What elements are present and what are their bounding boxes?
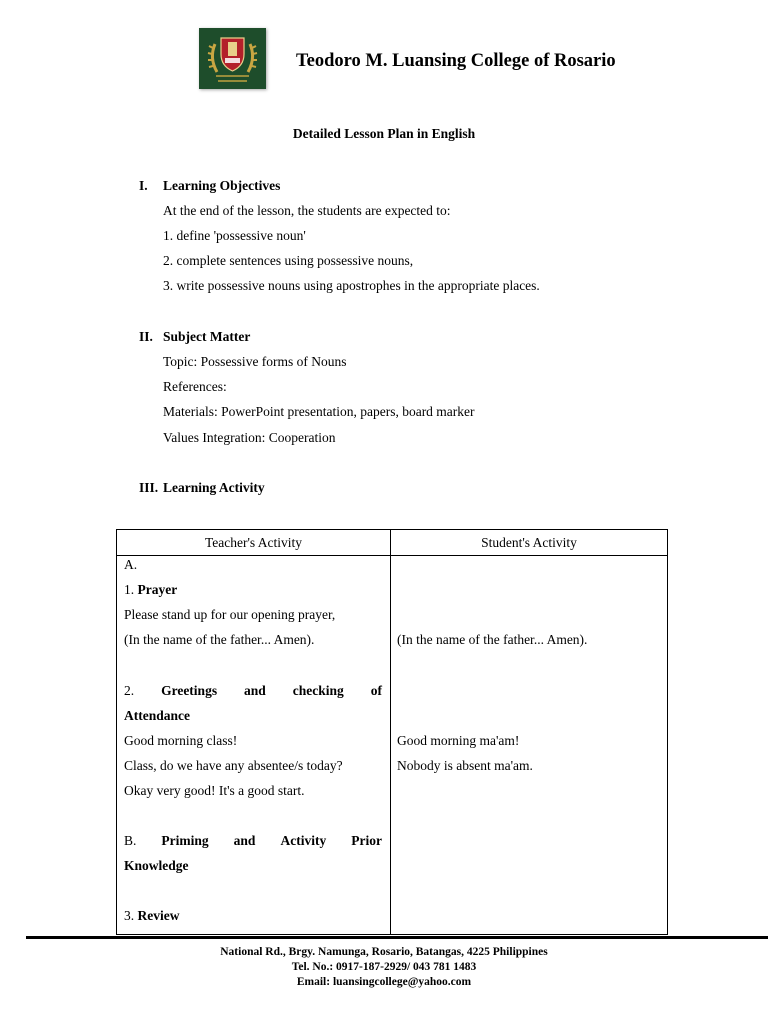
teacher-line: (In the name of the father... Amen). bbox=[124, 632, 315, 647]
prayer-title: Prayer bbox=[137, 582, 178, 597]
section-number: I. bbox=[139, 178, 148, 193]
priming-word: and bbox=[233, 833, 256, 848]
priming-word: Priming bbox=[161, 833, 209, 848]
subject-materials: Materials: PowerPoint presentation, papers, board marker bbox=[163, 404, 475, 419]
priming-label: B. bbox=[124, 833, 137, 848]
college-logo bbox=[199, 28, 266, 89]
section-a-label: A. bbox=[124, 557, 138, 572]
student-line: (In the name of the father... Amen). bbox=[397, 632, 588, 647]
teacher-line: Class, do we have any absentee/s today? bbox=[124, 758, 343, 773]
section-number: III. bbox=[139, 480, 159, 495]
teacher-line: Good morning class! bbox=[124, 733, 238, 748]
subject-references: References: bbox=[163, 379, 227, 394]
greetings-word: and bbox=[244, 683, 266, 698]
table-row bbox=[117, 556, 668, 935]
teacher-activity-header: Teacher's Activity bbox=[117, 530, 391, 556]
student-line: Nobody is absent ma'am. bbox=[397, 758, 533, 773]
priming-heading-cont bbox=[124, 858, 382, 874]
section-subject-matter-heading bbox=[139, 329, 250, 345]
review-number: 3. bbox=[124, 908, 138, 923]
college-seal-icon bbox=[199, 28, 266, 89]
college-name: Teodoro M. Luansing College of Rosario bbox=[296, 51, 616, 71]
footer-email: Email: luansingcollege@yahoo.com bbox=[296, 976, 472, 988]
learning-activity-table bbox=[116, 529, 668, 935]
prayer-heading bbox=[124, 582, 382, 598]
section-title: Learning Activity bbox=[163, 480, 265, 495]
review-title: Review bbox=[137, 908, 180, 923]
section-title: Subject Matter bbox=[163, 329, 251, 344]
subject-topic: Topic: Possessive forms of Nouns bbox=[163, 354, 347, 369]
teacher-activity-cell bbox=[117, 556, 391, 935]
objectives-intro: At the end of the lesson, the students are expected to: bbox=[163, 203, 451, 218]
footer-address: National Rd., Brgy. Namunga, Rosario, Batangas, 4225 Philippines bbox=[220, 946, 548, 958]
priming-word: Activity bbox=[280, 833, 327, 848]
section-title: Learning Objectives bbox=[163, 178, 281, 193]
teacher-line: Please stand up for our opening prayer, bbox=[124, 607, 336, 622]
objective-item: 1. define 'possessive noun' bbox=[163, 228, 306, 243]
priming-word: Knowledge bbox=[124, 858, 189, 873]
document-title: Detailed Lesson Plan in English bbox=[292, 126, 476, 141]
objective-item: 2. complete sentences using possessive nouns, bbox=[163, 253, 414, 268]
teacher-line: Okay very good! It's a good start. bbox=[124, 783, 305, 798]
section-learning-activity-heading bbox=[139, 480, 265, 496]
table-header-row bbox=[117, 530, 668, 556]
student-line: Good morning ma'am! bbox=[397, 733, 520, 748]
greetings-word: Greetings bbox=[161, 683, 218, 698]
footer-divider bbox=[26, 936, 768, 939]
greetings-word: of bbox=[370, 683, 382, 698]
footer-telephone: Tel. No.: 0917-187-2929/ 043 781 1483 bbox=[291, 961, 477, 973]
priming-heading bbox=[124, 833, 382, 849]
prayer-number: 1. bbox=[124, 582, 138, 597]
review-heading bbox=[124, 908, 382, 924]
section-number: II. bbox=[139, 329, 153, 344]
greetings-heading-cont bbox=[124, 708, 382, 724]
priming-word: Prior bbox=[351, 833, 382, 848]
greetings-heading bbox=[124, 683, 382, 699]
student-activity-cell bbox=[391, 556, 668, 935]
student-activity-header: Student's Activity bbox=[391, 530, 668, 556]
greetings-word: Attendance bbox=[124, 708, 190, 723]
greetings-word: checking bbox=[292, 683, 344, 698]
objective-item: 3. write possessive nouns using apostrophes in the appropriate places. bbox=[163, 278, 540, 293]
greetings-number: 2. bbox=[124, 683, 135, 698]
subject-values: Values Integration: Cooperation bbox=[163, 430, 336, 445]
section-objectives-heading bbox=[139, 178, 280, 194]
